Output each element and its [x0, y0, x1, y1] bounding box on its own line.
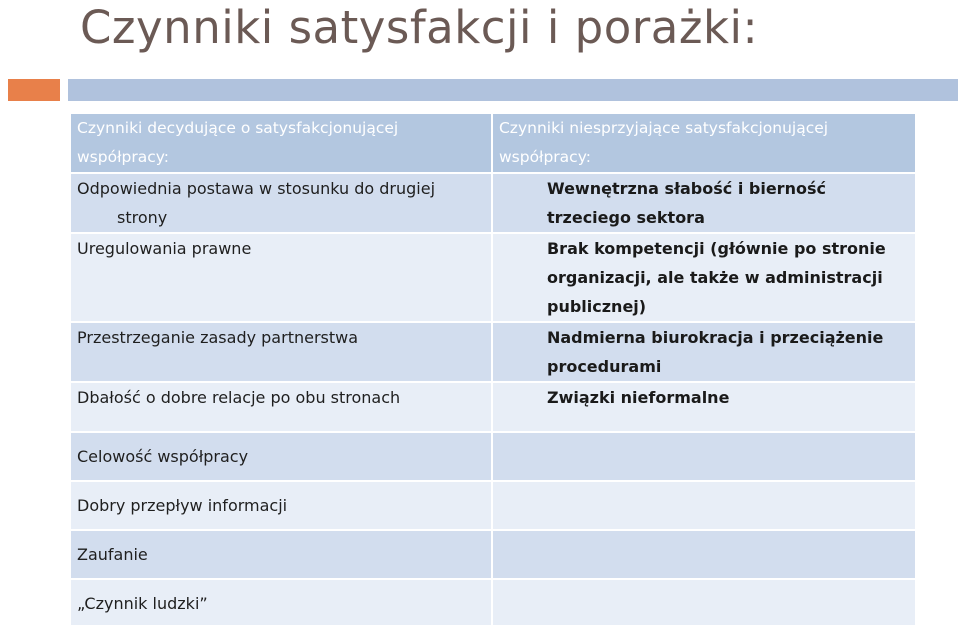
table-cell-right: Wewnętrzna słabość i bierność trzeciego sektora: [493, 174, 915, 232]
table-row: [71, 580, 915, 625]
table-header-row: [71, 114, 915, 172]
table-row: [71, 482, 915, 529]
table-row: [71, 234, 915, 321]
table-cell-right: [493, 433, 915, 480]
table-cell-left: [71, 174, 491, 232]
table-row: [71, 383, 915, 431]
table-row: [71, 174, 915, 232]
table-cell-left: Dobry przepływ informacji: [71, 482, 491, 529]
table-cell-left: Dbałość o dobre relacje po obu stronach: [71, 383, 491, 431]
table-cell-left: Celowość współpracy: [71, 433, 491, 480]
cell-text-line1: Odpowiednia postawa w stosunku do drugiej: [77, 179, 436, 198]
table-row: [71, 323, 915, 381]
table-row: [71, 433, 915, 480]
table-cell-right: [493, 580, 915, 625]
table-cell-left: Przestrzeganie zasady partnerstwa: [71, 323, 491, 381]
factors-table: [69, 112, 917, 625]
table-cell-right: Brak kompetencji (głównie po stronie organizacji, ale także w administracji publicznej): [493, 234, 915, 321]
table-cell-left: Uregulowania prawne: [71, 234, 491, 321]
table-cell-right: [493, 531, 915, 578]
header-success-factors: Czynniki decydujące o satysfakcjonującej współpracy:: [71, 114, 491, 172]
accent-bar-orange: [8, 79, 60, 101]
cell-text-line2: strony: [117, 208, 168, 227]
table-cell-right: [493, 482, 915, 529]
accent-bar-blue: [68, 79, 958, 101]
header-failure-factors: Czynniki niesprzyjające satysfakcjonującej współpracy:: [493, 114, 915, 172]
table-cell-right: Nadmierna biurokracja i przeciążenie procedurami: [493, 323, 915, 381]
table-row: [71, 531, 915, 578]
table-cell-left: „Czynnik ludzki”: [71, 580, 491, 625]
table-cell-left: Zaufanie: [71, 531, 491, 578]
table-cell-right: Związki nieformalne: [493, 383, 915, 431]
slide-title: Czynniki satysfakcji i porażki:: [80, 1, 759, 54]
